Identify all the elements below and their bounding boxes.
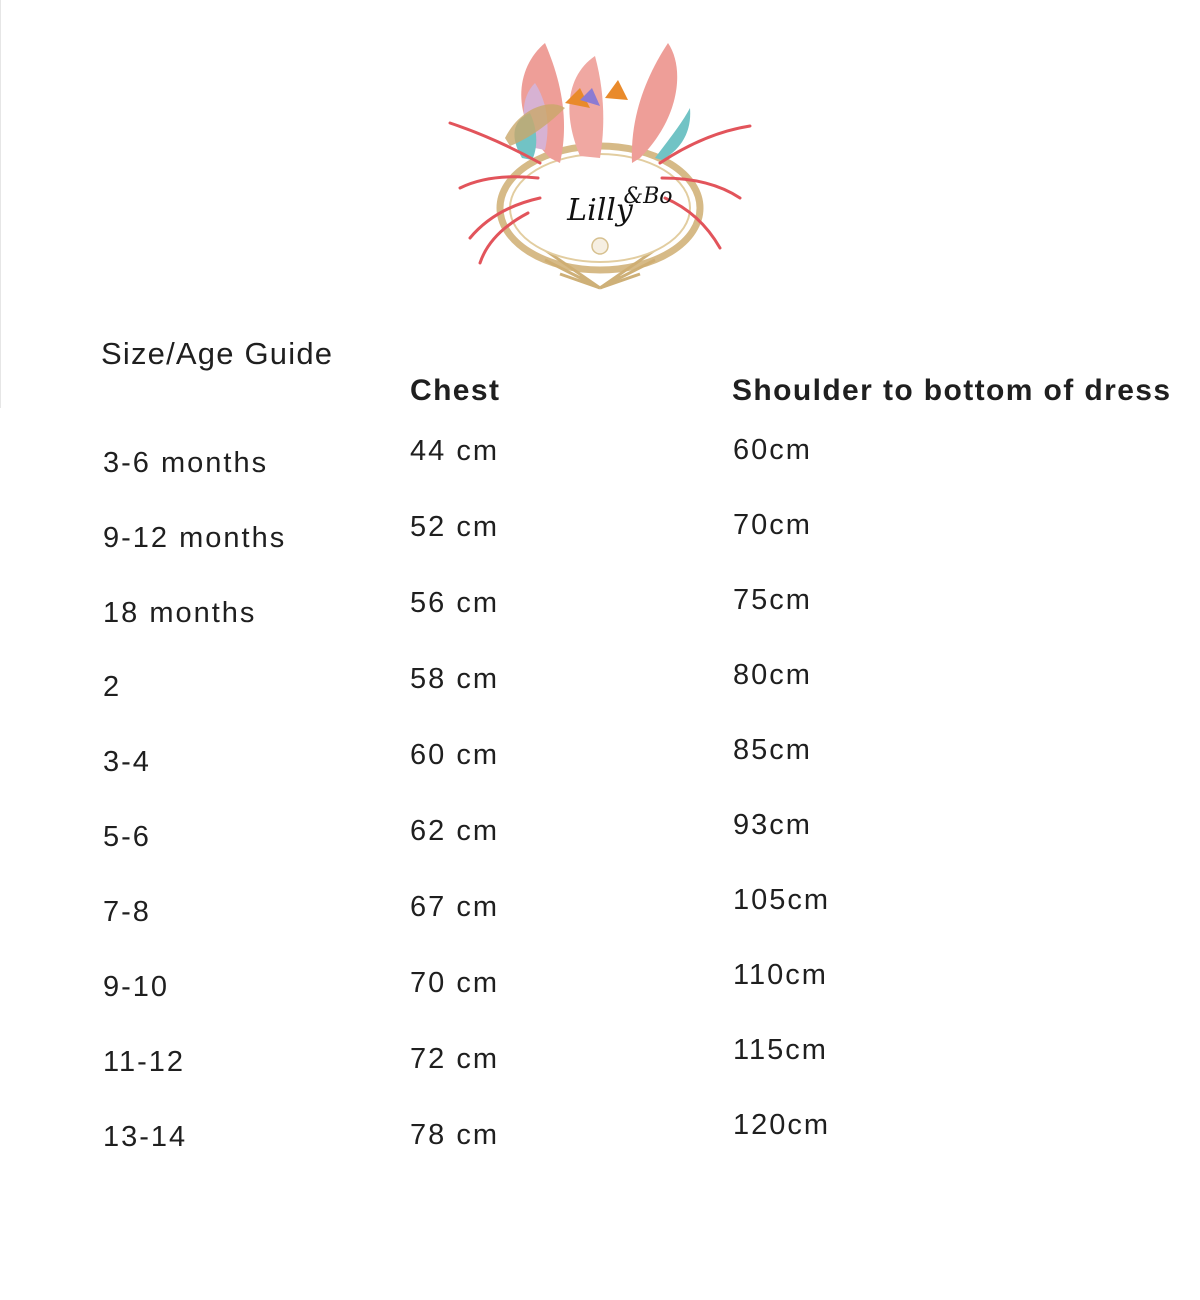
size-cell: 3-6 months xyxy=(103,447,269,479)
length-cell: 110cm xyxy=(733,959,828,991)
size-cell: 3-4 xyxy=(103,746,151,778)
size-cell: 5-6 xyxy=(103,821,151,853)
length-cell: 70cm xyxy=(733,509,812,541)
chest-column-header: Chest xyxy=(410,374,501,407)
svg-text:Lilly: Lilly xyxy=(567,193,633,228)
tropical-leaves-icon xyxy=(440,38,760,293)
length-cell: 93cm xyxy=(733,809,812,841)
svg-text:&Bo: &Bo xyxy=(623,184,673,209)
chest-cell: 56 cm xyxy=(410,587,499,619)
size-cell: 11-12 xyxy=(103,1046,186,1078)
length-cell: 75cm xyxy=(733,584,812,616)
page-title: Size/Age Guide xyxy=(101,336,334,371)
length-cell: 85cm xyxy=(733,734,812,766)
chest-cell: 78 cm xyxy=(410,1119,499,1151)
chest-cell: 62 cm xyxy=(410,815,499,847)
size-cell: 18 months xyxy=(103,597,257,629)
length-cell: 80cm xyxy=(733,659,812,691)
left-divider xyxy=(0,0,1,408)
chest-cell: 60 cm xyxy=(410,739,499,771)
size-cell: 9-12 months xyxy=(103,522,287,554)
size-cell: 7-8 xyxy=(103,896,151,928)
chest-cell: 70 cm xyxy=(410,967,499,999)
length-cell: 105cm xyxy=(733,884,831,916)
chest-cell: 72 cm xyxy=(410,1043,499,1075)
brand-logo xyxy=(440,38,760,293)
shoulder-length-column-header: Shoulder to bottom of dress xyxy=(732,374,1172,407)
length-cell: 120cm xyxy=(733,1109,831,1141)
chest-cell: 44 cm xyxy=(410,435,499,467)
length-cell: 115cm xyxy=(733,1034,828,1066)
size-cell: 13-14 xyxy=(103,1121,188,1153)
chest-cell: 58 cm xyxy=(410,663,499,695)
size-cell: 2 xyxy=(103,671,122,703)
size-cell: 9-10 xyxy=(103,971,170,1003)
chest-cell: 67 cm xyxy=(410,891,499,923)
chest-cell: 52 cm xyxy=(410,511,499,543)
length-cell: 60cm xyxy=(733,434,812,466)
